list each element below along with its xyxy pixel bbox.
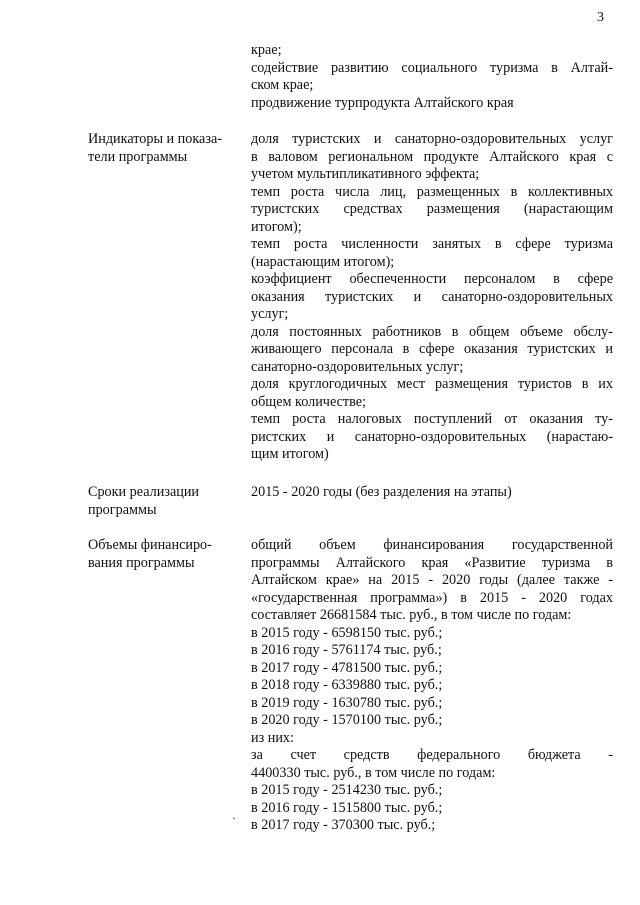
text-line: из них: (251, 729, 294, 746)
text-line: темп роста численности занятых в сфере туризма (251, 236, 613, 252)
text-line: доля постоянных работников в общем объеме обслу- (251, 323, 613, 340)
page-number: 3 (597, 10, 604, 25)
text-line: продвижение турпродукта Алтайского края (251, 94, 514, 111)
text-line: в 2016 году - 1515800 тыс. руб.; (251, 799, 443, 816)
label-terms (88, 484, 238, 519)
text-line: в 2018 году - 6339880 тыс. руб.; (251, 677, 443, 693)
text-line: содействие развитию социального туризма в Алтай- (251, 59, 613, 76)
text-line: за счет средств федерального бюджета - (251, 747, 613, 763)
text-line: 4400330 тыс. руб., в том числе по годам: (251, 764, 496, 781)
content-funding (251, 537, 613, 835)
section-label-line: программы (88, 501, 157, 518)
content-indicators (251, 131, 613, 464)
text-line: общем количестве; (251, 393, 366, 410)
text-line: в 2016 году - 5761174 тыс. руб.; (251, 642, 442, 658)
section-label-line: Индикаторы и показа- (88, 131, 222, 147)
text-line: живающего персонала в сфере оказания туристских и (251, 341, 613, 357)
text-line: в 2015 году - 2514230 тыс. руб.; (251, 782, 443, 798)
text-line: ском крае; (251, 77, 314, 93)
text-line: темп роста числа лиц, размещенных в коллективных (251, 183, 613, 200)
text-line: доля туристских и санаторно-оздоровительных услуг (251, 131, 613, 147)
text-line: в 2017 году - 4781500 тыс. руб.; (251, 659, 443, 676)
section-label-line: Сроки реализации (88, 484, 200, 500)
section-label-line: тели программы (88, 148, 188, 165)
text-line: итогом); (251, 218, 302, 235)
label-funding (88, 537, 238, 572)
text-line: в 2020 году - 1570100 тыс. руб.; (251, 712, 443, 728)
text-line: Алтайском крае» на 2015 - 2020 годы (далее также - (251, 572, 613, 588)
text-line: темп роста налоговых поступлений от оказания ту- (251, 411, 613, 427)
text-line: доля круглогодичных мест размещения туристов в их (251, 376, 613, 392)
text-line: 2015 - 2020 годы (без разделения на этапы) (251, 484, 512, 500)
text-line: крае; (251, 42, 282, 58)
stray-mark: ` (232, 815, 236, 829)
text-line: в 2015 году - 6598150 тыс. руб.; (251, 624, 443, 641)
text-line: оказания туристских и санаторно-оздоровительных (251, 288, 613, 305)
text-line: в 2017 году - 370300 тыс. руб.; (251, 817, 436, 833)
text-line: щим итогом) (251, 446, 329, 462)
content-terms (251, 484, 613, 502)
section-label-line: Объемы финансиро- (88, 537, 212, 553)
top-continuation (251, 42, 613, 112)
text-line: программы Алтайского края «Развитие туризма в (251, 554, 613, 571)
text-line: в валовом региональном продукте Алтайского края с (251, 148, 613, 165)
text-line: санаторно-оздоровительных услуг; (251, 358, 464, 375)
text-line: «государственная программа») в 2015 - 2020 годах (251, 589, 613, 606)
text-line: туристских средствах размещения (нарастающим (251, 201, 613, 217)
text-line: составляет 26681584 тыс. руб., в том числе по годам: (251, 607, 572, 623)
text-line: коэффициент обеспеченности персоналом в сфере (251, 271, 613, 287)
text-line: (нарастающим итогом); (251, 253, 395, 270)
section-label-line: вания программы (88, 554, 195, 571)
label-indicators (88, 131, 238, 166)
text-line: в 2019 году - 1630780 тыс. руб.; (251, 694, 443, 711)
text-line: услуг; (251, 306, 289, 322)
text-line: ристских и санаторно-оздоровительных (нарастаю- (251, 428, 613, 445)
text-line: общий объем финансирования государственной (251, 537, 613, 553)
text-line: учетом мультипликативного эффекта; (251, 166, 480, 182)
